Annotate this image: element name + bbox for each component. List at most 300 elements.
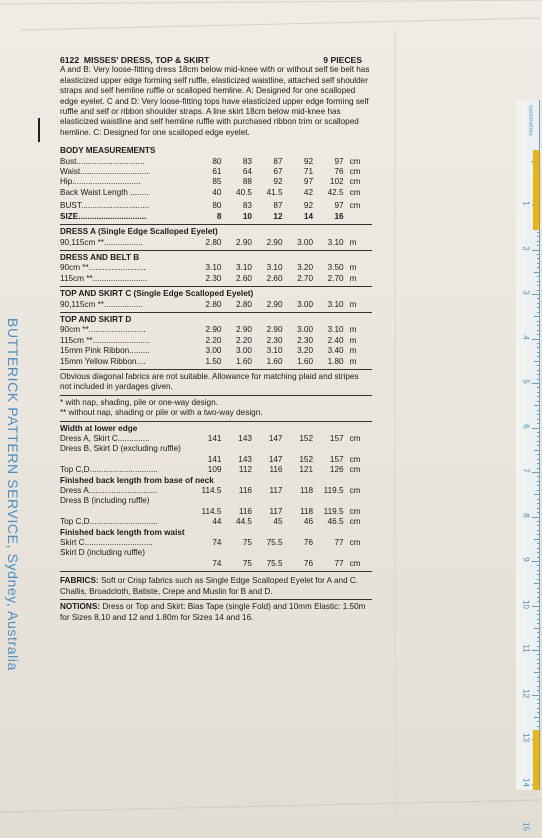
ruler-tick bbox=[534, 272, 540, 273]
size-value: 3.00 bbox=[205, 346, 222, 356]
ruler-tick bbox=[537, 343, 540, 344]
measurement-row bbox=[60, 346, 372, 356]
size-value: 3.10 bbox=[205, 263, 222, 273]
ruler-tick bbox=[537, 281, 540, 282]
ruler-tick bbox=[537, 579, 540, 580]
ruler-tick bbox=[537, 548, 540, 549]
ruler-number: 10 bbox=[521, 599, 531, 609]
size-value: 3.10 bbox=[236, 263, 252, 273]
size-value: 2.60 bbox=[236, 273, 252, 283]
size-value: 143 bbox=[238, 454, 252, 464]
ruler-tick bbox=[537, 721, 540, 722]
size-value: 12 bbox=[273, 211, 283, 221]
unit: cm bbox=[349, 465, 361, 475]
ruler-tick bbox=[537, 712, 540, 713]
row-label: Dress A, Skirt C.............. bbox=[60, 434, 150, 443]
unit: cm bbox=[349, 187, 361, 197]
size-value: 119.5 bbox=[323, 486, 344, 496]
size-value: 42.5 bbox=[327, 187, 344, 197]
row-label: Dress A.............................. bbox=[60, 486, 157, 496]
ruler-tick bbox=[537, 401, 540, 402]
unit: cm bbox=[349, 538, 361, 548]
size-value: 83 bbox=[242, 201, 252, 211]
ruler-tick bbox=[537, 503, 540, 504]
unit: m bbox=[349, 325, 357, 335]
ruler-tick bbox=[537, 668, 540, 669]
ruler-tick bbox=[537, 441, 540, 442]
fabrics-note bbox=[60, 576, 372, 597]
size-value: 92 bbox=[273, 177, 283, 187]
divider bbox=[60, 369, 372, 370]
ruler-tick bbox=[537, 597, 540, 598]
ruler-tick bbox=[537, 396, 540, 397]
ruler-tick bbox=[534, 583, 540, 584]
size-value: 2.90 bbox=[266, 237, 283, 247]
size-value: 97 bbox=[334, 156, 344, 166]
size-value: 3.00 bbox=[297, 325, 314, 335]
ruler-tick bbox=[534, 494, 540, 495]
ruler-tick bbox=[537, 387, 540, 388]
ruler-tick bbox=[537, 654, 540, 655]
ruler-tick bbox=[532, 695, 540, 696]
ruler-tick bbox=[537, 379, 540, 380]
size-value: 109 bbox=[207, 465, 222, 475]
ruler-tick bbox=[534, 672, 540, 673]
size-value: 2.80 bbox=[205, 299, 222, 309]
size-value: 3.10 bbox=[266, 263, 283, 273]
ruler-tick bbox=[537, 276, 540, 277]
size-value: 88 bbox=[242, 177, 252, 187]
publisher-side-text bbox=[3, 320, 23, 720]
ruler-tick bbox=[537, 534, 540, 535]
ruler-tick bbox=[537, 330, 540, 331]
size-value: 97 bbox=[334, 201, 344, 211]
size-value: 97 bbox=[303, 177, 314, 187]
ruler-tick bbox=[537, 659, 540, 660]
size-value: 3.10 bbox=[327, 325, 344, 335]
ruler-tick bbox=[537, 512, 540, 513]
ruler-tick bbox=[534, 316, 540, 317]
size-value: 1.50 bbox=[205, 356, 222, 366]
ruler-tick bbox=[537, 530, 540, 531]
ruler-tick bbox=[537, 267, 540, 268]
waist-title: Finished back length from waist bbox=[60, 527, 185, 537]
size-value: 3.00 bbox=[236, 346, 252, 356]
divider bbox=[60, 250, 372, 251]
size-value: 3.40 bbox=[327, 346, 344, 356]
row-label: Bust.............................. bbox=[60, 156, 145, 166]
yardage-table bbox=[60, 238, 372, 248]
divider bbox=[60, 286, 372, 287]
size-value: 80 bbox=[212, 201, 222, 211]
yardage-table bbox=[60, 325, 372, 367]
ruler-tick bbox=[537, 614, 540, 615]
yardage-section bbox=[60, 227, 372, 370]
size-value: 1.60 bbox=[266, 356, 283, 366]
measurement-row bbox=[60, 357, 372, 367]
size-value: 143 bbox=[238, 434, 252, 443]
ruler-tick bbox=[537, 681, 540, 682]
ruler-number: 4 bbox=[521, 334, 531, 340]
ruler-tick bbox=[537, 476, 540, 477]
measurement-row bbox=[60, 336, 372, 346]
body-measurements-title: BODY MEASUREMENTS bbox=[60, 146, 156, 156]
ruler-tick bbox=[537, 298, 540, 299]
pattern-name: MISSES' DRESS, TOP & SKIRT bbox=[83, 55, 210, 65]
unit: cm bbox=[349, 454, 361, 464]
size-value: 121 bbox=[299, 465, 314, 475]
ruler-number: 1 bbox=[521, 201, 531, 206]
size-value: 3.20 bbox=[297, 346, 314, 356]
ruler-number: 8 bbox=[521, 512, 531, 518]
size-value: 2.80 bbox=[236, 299, 252, 309]
ruler-number: 15 bbox=[521, 822, 531, 831]
measurement-row bbox=[60, 188, 372, 198]
unit: cm bbox=[349, 486, 361, 496]
size-value: 75 bbox=[242, 538, 252, 548]
row-label: 90,115cm **................. bbox=[60, 299, 143, 309]
measurement-row bbox=[60, 486, 372, 496]
size-value: 83 bbox=[242, 156, 252, 166]
size-value: 61 bbox=[212, 167, 222, 177]
ruler-tick bbox=[532, 517, 540, 518]
size-value: 157 bbox=[329, 434, 344, 443]
ruler-tick bbox=[537, 419, 540, 420]
ruler-tick bbox=[537, 254, 540, 255]
size-value: 2.20 bbox=[205, 335, 222, 345]
yardage-view-title: TOP AND SKIRT D bbox=[60, 314, 132, 324]
row-label: BUST.............................. bbox=[60, 201, 150, 211]
nap-note-two: ** without nap, shading or pile or with a two-way design. bbox=[60, 408, 263, 418]
size-value: 76 bbox=[303, 538, 314, 548]
size-value: 2.40 bbox=[327, 335, 344, 345]
ruler-tick bbox=[537, 663, 540, 664]
ruler-number: 5 bbox=[521, 379, 531, 384]
measurement-row bbox=[60, 212, 372, 222]
ruler-tick bbox=[537, 321, 540, 322]
size-value: 16 bbox=[334, 211, 344, 221]
row-label bbox=[60, 507, 191, 517]
size-value: 92 bbox=[303, 201, 314, 211]
ruler-tick bbox=[537, 708, 540, 709]
size-value: 45 bbox=[273, 517, 283, 527]
measurement-row bbox=[60, 465, 372, 475]
size-value: 119.5 bbox=[323, 506, 344, 516]
size-value: 10 bbox=[242, 211, 252, 221]
size-value: 141 bbox=[207, 454, 222, 464]
publisher-text: BUTTERICK PATTERN SERVICE, Sydney, Australia bbox=[5, 318, 21, 671]
unit: m bbox=[349, 346, 357, 356]
yardage-view-title: DRESS AND BELT B bbox=[60, 252, 140, 262]
ruler-tick bbox=[537, 481, 540, 482]
measurement-row bbox=[60, 517, 372, 527]
ruler-tick bbox=[532, 472, 540, 473]
yellow-accent-top bbox=[533, 150, 539, 230]
pattern-description: A and B: Very loose-fitting dress 18cm below mid-knee with or without self tie belt has elasticized upper edge forming self ruffle, elasticized waistline, attached self shoulder straps and self hemline ruffle or scalloped hemline. A: Designed for one scalloped edge eyelet. C and D: Very loose-fitting tops have elasticized upper edge forming self ruffle and self or ribbon shoulder straps. A line skirt 18cm below mid-knee has elasticized waistline and self hemline ruffle with purchased ribbon trim or scalloped hemline. C: Designed for one scalloped edge eyelet. bbox=[60, 65, 370, 137]
measurement-row bbox=[60, 434, 372, 444]
unit: cm bbox=[349, 177, 361, 187]
size-value: 116 bbox=[238, 486, 252, 496]
measurement-row bbox=[60, 455, 372, 465]
unit: cm bbox=[349, 517, 361, 527]
fabrics-text: Soft or Crisp fabrics such as Single Edge Scalloped Eyelet for A and C. Challis, Broadcloth, Batiste, Crepe and Muslin for B and D. bbox=[60, 576, 359, 596]
unit: cm bbox=[349, 558, 361, 568]
ruler-number: 3 bbox=[521, 290, 531, 295]
unit: m bbox=[349, 356, 357, 366]
size-value: 44 bbox=[212, 517, 222, 527]
ruler-tick bbox=[537, 525, 540, 526]
size-value: 14 bbox=[303, 211, 314, 221]
ruler-tick bbox=[537, 307, 540, 308]
size-value: 40.5 bbox=[236, 187, 252, 197]
unit: m bbox=[349, 335, 357, 345]
ruler-number: 9 bbox=[521, 557, 531, 562]
diagonal-note: Obvious diagonal fabrics are not suitable. Allowance for matching plaid and stripes not included in yardages given. bbox=[60, 371, 359, 392]
size-value: 76 bbox=[303, 558, 314, 568]
size-value: 117 bbox=[269, 486, 283, 496]
pattern-header bbox=[60, 55, 372, 65]
row-label: 115cm **........................ bbox=[60, 273, 148, 283]
notions-note bbox=[60, 602, 372, 623]
ruler-label: centimetres bbox=[527, 105, 533, 137]
divider bbox=[60, 395, 372, 396]
ruler-tick bbox=[532, 606, 540, 607]
divider bbox=[60, 421, 372, 422]
pattern-pieces: 9 PIECES bbox=[323, 55, 362, 65]
row-label: Waist.............................. bbox=[60, 167, 149, 177]
size-value: 40 bbox=[212, 187, 222, 197]
ruler-number: 12 bbox=[521, 688, 531, 698]
row-label: SIZE.............................. bbox=[60, 211, 147, 221]
size-value: 114.5 bbox=[201, 506, 222, 516]
size-value: 3.20 bbox=[297, 263, 314, 273]
row-label: 15mm Pink Ribbon......... bbox=[60, 346, 150, 356]
margin-mark bbox=[38, 118, 40, 142]
ruler-tick bbox=[537, 485, 540, 486]
size-value: 3.10 bbox=[266, 346, 283, 356]
measurement-row bbox=[60, 238, 372, 248]
unit: cm bbox=[349, 506, 361, 516]
ruler-tick bbox=[537, 699, 540, 700]
ruler-tick bbox=[532, 383, 540, 384]
ruler-tick bbox=[537, 356, 540, 357]
ruler-tick bbox=[537, 690, 540, 691]
size-value: 1.80 bbox=[327, 356, 344, 366]
ruler-tick bbox=[537, 334, 540, 335]
row-label: 15mm Yellow Ribbon.... bbox=[60, 356, 146, 366]
ruler-tick bbox=[537, 610, 540, 611]
ruler-tick bbox=[537, 347, 540, 348]
size-value: 2.70 bbox=[297, 273, 314, 283]
size-value: 42 bbox=[303, 187, 314, 197]
ruler-tick bbox=[537, 241, 540, 242]
ruler-tick bbox=[537, 370, 540, 371]
ruler-tick bbox=[537, 374, 540, 375]
finished-measurements bbox=[60, 424, 372, 570]
unit: m bbox=[349, 237, 357, 247]
ruler-tick bbox=[537, 459, 540, 460]
ruler-tick bbox=[537, 290, 540, 291]
ruler-tick bbox=[532, 339, 540, 340]
row-label bbox=[60, 455, 191, 465]
yardage-view-title: TOP AND SKIRT C (Single Edge Scalloped Eyelet) bbox=[60, 289, 254, 299]
ruler-tick bbox=[537, 601, 540, 602]
ruler-tick bbox=[537, 325, 540, 326]
yardage-table bbox=[60, 300, 372, 310]
ruler-tick bbox=[534, 405, 540, 406]
row-label: 90cm **......................... bbox=[60, 263, 146, 273]
size-value: 75.5 bbox=[266, 558, 283, 568]
ruler-number: 11 bbox=[521, 644, 531, 653]
ruler-tick bbox=[537, 303, 540, 304]
row-label: Skirt C.............................. bbox=[60, 538, 153, 548]
ruler-tick bbox=[537, 588, 540, 589]
ruler-tick bbox=[537, 232, 540, 233]
ruler-tick bbox=[534, 361, 540, 362]
measurement-row bbox=[60, 201, 372, 211]
size-value: 3.50 bbox=[327, 263, 344, 273]
ruler-tick bbox=[537, 543, 540, 544]
ruler-tick bbox=[537, 521, 540, 522]
ruler-tick bbox=[537, 236, 540, 237]
ruler-tick bbox=[537, 436, 540, 437]
size-value: 2.90 bbox=[205, 325, 222, 335]
size-value: 71 bbox=[303, 167, 314, 177]
size-value: 3.10 bbox=[327, 299, 344, 309]
measurement-row bbox=[60, 507, 372, 517]
ruler-tick bbox=[537, 499, 540, 500]
row-label: Hip.............................. bbox=[60, 177, 141, 187]
ruler-tick bbox=[537, 641, 540, 642]
size-value: 2.70 bbox=[327, 273, 344, 283]
size-value: 2.90 bbox=[236, 325, 252, 335]
unit: m bbox=[349, 263, 357, 273]
size-value: 2.30 bbox=[205, 273, 222, 283]
size-value: 77 bbox=[334, 558, 344, 568]
ruler-tick bbox=[537, 552, 540, 553]
ruler-tick bbox=[537, 619, 540, 620]
ruler-tick bbox=[537, 686, 540, 687]
ruler-tick bbox=[537, 490, 540, 491]
ruler-tick bbox=[537, 365, 540, 366]
size-value: 2.30 bbox=[266, 335, 283, 345]
measurement-row bbox=[60, 263, 372, 273]
ruler-tick bbox=[537, 432, 540, 433]
ruler-number: 14 bbox=[521, 777, 531, 787]
size-value: 116 bbox=[238, 506, 252, 516]
size-value: 102 bbox=[329, 177, 344, 187]
body-measurements-table bbox=[60, 157, 372, 222]
unit: cm bbox=[349, 167, 361, 177]
ruler-tick bbox=[537, 623, 540, 624]
ruler-tick bbox=[537, 463, 540, 464]
size-value: 117 bbox=[269, 506, 283, 516]
ruler-tick bbox=[537, 414, 540, 415]
ruler-tick bbox=[537, 726, 540, 727]
size-value: 118 bbox=[299, 486, 314, 496]
ruler-tick bbox=[537, 454, 540, 455]
size-value: 44.5 bbox=[236, 517, 252, 527]
size-value: 74 bbox=[212, 558, 222, 568]
neck-label-b: Dress B (including ruffle) bbox=[60, 496, 150, 506]
size-value: 118 bbox=[299, 506, 314, 516]
size-value: 141 bbox=[207, 434, 222, 443]
size-value: 112 bbox=[238, 465, 252, 475]
size-value: 3.00 bbox=[297, 299, 314, 309]
width-title: Width at lower edge bbox=[60, 423, 138, 433]
size-value: 92 bbox=[303, 156, 314, 166]
ruler-number: 2 bbox=[521, 245, 531, 251]
ruler-tick bbox=[537, 703, 540, 704]
nap-note-one: * with nap, shading, pile or one-way design. bbox=[60, 397, 218, 407]
size-value: 64 bbox=[242, 167, 252, 177]
notions-label: NOTIONS: bbox=[60, 602, 101, 612]
ruler-tick bbox=[537, 423, 540, 424]
unit: cm bbox=[349, 434, 361, 443]
pattern-number: 6122 bbox=[60, 55, 80, 65]
ruler-tick bbox=[532, 294, 540, 295]
size-value: 152 bbox=[299, 434, 314, 443]
yellow-accent-bottom bbox=[533, 730, 539, 790]
divider bbox=[60, 599, 372, 600]
ruler-tick bbox=[537, 258, 540, 259]
size-value: 46.5 bbox=[327, 517, 344, 527]
row-label bbox=[60, 559, 191, 569]
size-value: 2.20 bbox=[236, 335, 252, 345]
ruler-tick bbox=[537, 574, 540, 575]
size-value: 74 bbox=[212, 538, 222, 548]
measurement-row bbox=[60, 274, 372, 284]
ruler-tick bbox=[537, 646, 540, 647]
size-value: 2.60 bbox=[266, 273, 283, 283]
measurement-row bbox=[60, 167, 372, 177]
ruler-tick bbox=[537, 677, 540, 678]
size-value: 147 bbox=[268, 454, 283, 464]
size-value: 114.5 bbox=[201, 486, 222, 496]
unit: cm bbox=[349, 156, 361, 166]
ruler-tick bbox=[537, 508, 540, 509]
size-value: 126 bbox=[329, 465, 344, 475]
divider bbox=[60, 224, 372, 225]
notions-text: Dress or Top and Skirt: Bias Tape (single Fold) and 10mm Elastic: 1.50m for Sizes 8,10 and 12 and 1.80m for Sizes 14 and 16. bbox=[60, 602, 366, 622]
ruler-tick bbox=[537, 468, 540, 469]
size-value: 157 bbox=[329, 454, 344, 464]
waist-label-b: Skirt D (including ruffle) bbox=[60, 548, 145, 558]
divider bbox=[60, 312, 372, 313]
ruler-tick bbox=[534, 717, 540, 718]
ruler-tick bbox=[537, 565, 540, 566]
size-value: 2.90 bbox=[266, 299, 283, 309]
unit bbox=[344, 212, 372, 222]
size-value: 85 bbox=[212, 177, 222, 187]
row-label: Back Waist Length ........ bbox=[60, 187, 149, 197]
row-label: Top C,D.............................. bbox=[60, 465, 158, 475]
ruler-tick bbox=[537, 632, 540, 633]
ruler-tick bbox=[537, 637, 540, 638]
ruler-tick bbox=[532, 250, 540, 251]
ruler-number: 7 bbox=[521, 468, 531, 473]
size-value: 87 bbox=[273, 201, 283, 211]
ruler-tick bbox=[532, 428, 540, 429]
ruler-tick bbox=[537, 445, 540, 446]
ruler-number: 6 bbox=[521, 423, 531, 429]
size-value: 75 bbox=[242, 558, 252, 568]
ruler-tick bbox=[534, 450, 540, 451]
size-value: 67 bbox=[273, 167, 283, 177]
ruler-tick bbox=[537, 557, 540, 558]
unit: m bbox=[349, 273, 357, 283]
size-value: 2.80 bbox=[205, 237, 222, 247]
